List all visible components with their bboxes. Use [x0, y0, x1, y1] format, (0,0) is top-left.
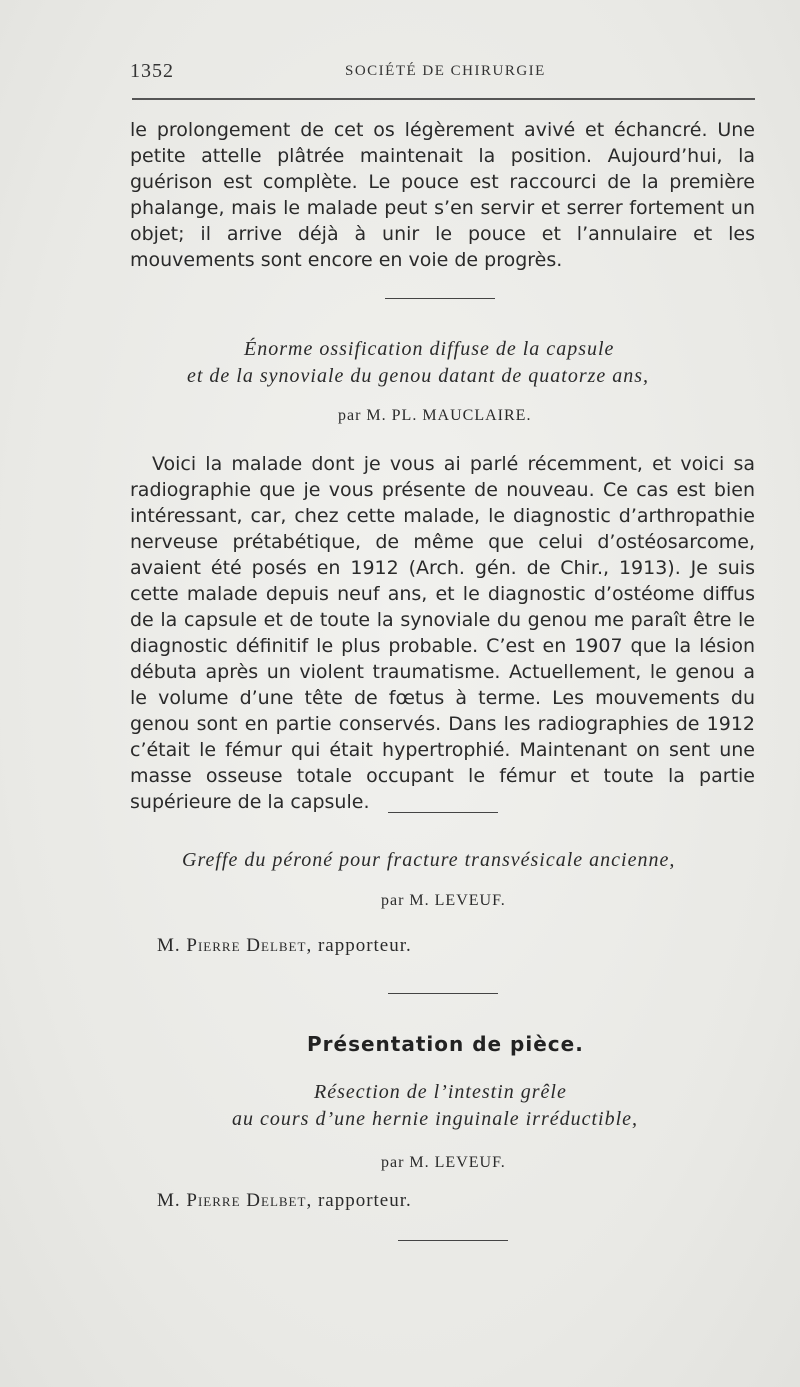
article-3-author: par M. LEVEUF. [381, 1154, 506, 1171]
rapporteur-suffix: , rapporteur. [306, 1190, 412, 1211]
header-rule [132, 98, 755, 100]
continued-paragraph: le prolongement de cet os légèrement avivé et échancré. Une petite attelle plâtrée maintenait la position. Aujourd’hui, la guérison est complète. Le pouce est raccourci de la première phalange, mais le malade peut s’en servir et serrer fortement un objet; il arrive déjà à unir le pouce et l’annulaire et les mouvements sont encore en voie de progrès. [130, 119, 755, 271]
article-1-body: Voici la malade dont je vous ai parlé récemment, et voici sa radiographie que je vous présente de nouveau. Ce cas est bien intéressant, car, chez cette malade, le diagnostic d’arthropathie nerveuse prétabétique, de même que celui d’ostéosarcome, avaient été posés en 1912 (Arch. gén. de Chir., 1913). Je suis cette malade depuis neuf ans, et le diagnostic d’ostéome diffus de la capsule et de toute la synoviale du genou me paraît être le diagnostic définitif le plus probable. C’est en 1907 que la lésion débuta après un violent traumatisme. Actuellement, le genou a le volume d’une tête de fœtus à terme. Les mouvements du genou sont en partie conservés. Dans les radiographies de 1912 c’était le fémur qui était hypertrophié. Maintenant on sent une masse osseuse totale occupant le fémur et toute la partie supérieure de la capsule. [130, 453, 755, 813]
section-divider [388, 812, 498, 813]
article-1-title-line-2: et de la synoviale du genou datant de quatorze ans, [187, 365, 650, 387]
journal-title: SOCIÉTÉ DE CHIRURGIE [345, 63, 546, 79]
rapporteur-suffix: , rapporteur. [306, 935, 412, 956]
rapporteur-name: Pierre Delbet [186, 935, 307, 956]
article-2-author: par M. LEVEUF. [381, 892, 506, 909]
article-3-title-line-1: Résection de l’intestin grêle [314, 1081, 567, 1103]
rapporteur-prefix: M. [157, 1190, 187, 1211]
article-2-rapporteur [157, 935, 412, 957]
running-head [130, 60, 755, 84]
section-divider [385, 298, 495, 299]
article-3-rapporteur [157, 1190, 412, 1212]
rapporteur-name: Pierre Delbet [186, 1190, 307, 1211]
article-1-title-line-1: Énorme ossification diffuse de la capsule [244, 338, 615, 360]
section-divider [388, 993, 498, 994]
rapporteur-prefix: M. [157, 935, 187, 956]
section-heading: Présentation de pièce. [307, 1032, 584, 1056]
article-2-title: Greffe du péroné pour fracture transvésicale ancienne, [182, 849, 676, 871]
article-3-title-line-2: au cours d’une hernie inguinale irréductible, [232, 1108, 639, 1130]
article-1-author: par M. PL. MAUCLAIRE. [338, 407, 532, 424]
page-number: 1352 [130, 60, 174, 82]
section-divider [398, 1240, 508, 1241]
